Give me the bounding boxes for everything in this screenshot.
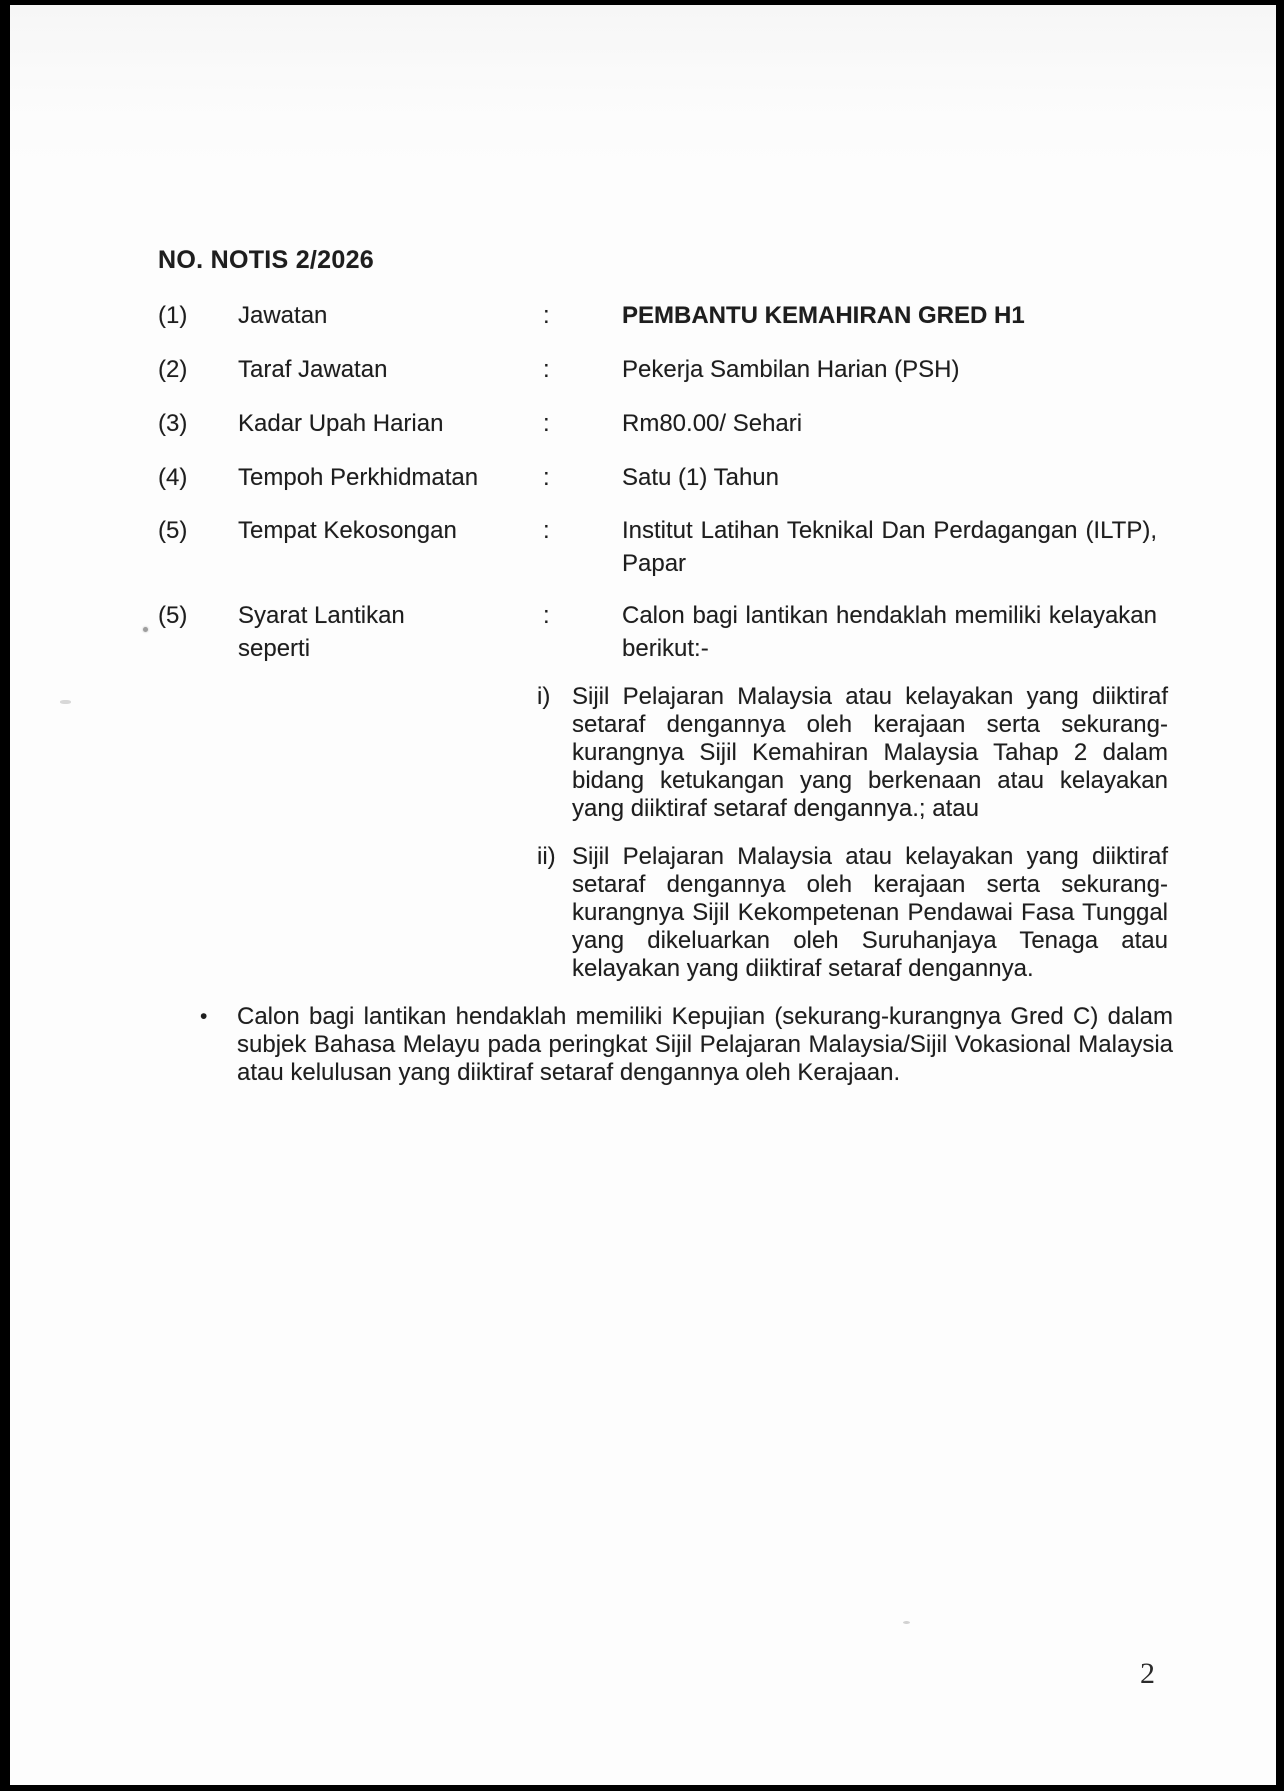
row-value: Calon bagi lantikan hendaklah memiliki kelayakan berikut:-: [622, 602, 1157, 662]
notice-number: NO. NOTIS 2/2026: [158, 246, 374, 274]
bullet-icon: •: [200, 1005, 208, 1028]
row-number: (3): [158, 410, 188, 437]
bullet-text: Calon bagi lantikan hendaklah memiliki Kepujian (sekurang-kurangnya Gred C) dalam subjek Bahasa Melayu pada peringkat Sijil Pelajaran Malaysia/Sijil Vokasional Malaysia atau kelulusan yang diiktiraf setaraf dengannya oleh Kerajaan.: [237, 1003, 1173, 1086]
row-value: Institut Latihan Teknikal Dan Perdagangan (ILTP), Papar: [622, 517, 1157, 577]
row-colon: :: [543, 302, 550, 329]
row-value: Satu (1) Tahun: [622, 464, 779, 491]
row-label: Jawatan: [238, 302, 328, 329]
row-number: (5): [158, 517, 188, 544]
row-value: Pekerja Sambilan Harian (PSH): [622, 356, 960, 383]
row-number: (2): [158, 356, 188, 383]
row-number: (4): [158, 464, 188, 491]
item-text: Sijil Pelajaran Malaysia atau kelayakan yang diiktiraf setaraf dengannya oleh kerajaan serta sekurang-kurangnya Sijil Kemahiran Malaysia Tahap 2 dalam bidang ketukangan yang berkenaan atau kelayakan yang diiktiraf setaraf dengannya.; atau: [572, 683, 1168, 822]
detail-row-tempat-kekosongan: [158, 514, 1157, 580]
requirement-item-i: [537, 683, 1168, 823]
detail-row-jawatan: [158, 299, 1157, 332]
item-text: Sijil Pelajaran Malaysia atau kelayakan yang diiktiraf setaraf dengannya oleh kerajaan serta sekurang-kurangnya Sijil Kekompetenan Pendawai Fasa Tunggal yang dikeluarkan oleh Suruhanjaya Tenaga atau kelayakan yang diiktiraf setaraf dengannya.: [572, 843, 1168, 982]
scan-artifact-smudge: [60, 700, 71, 704]
document-page: [10, 5, 1276, 1785]
detail-row-tempoh: [158, 461, 1157, 494]
row-label: Syarat Lantikan seperti: [238, 602, 405, 662]
note-bullet-item: [200, 1003, 1173, 1087]
detail-row-taraf-jawatan: [158, 353, 1157, 386]
page-number: 2: [1140, 1657, 1155, 1690]
row-label: Kadar Upah Harian: [238, 410, 444, 437]
row-colon: :: [543, 517, 550, 544]
row-colon: :: [543, 602, 550, 629]
row-label: Tempoh Perkhidmatan: [238, 464, 479, 491]
scan-artifact-mark: [903, 1621, 910, 1624]
row-value: PEMBANTU KEMAHIRAN GRED H1: [622, 302, 1025, 329]
row-label: Tempat Kekosongan: [238, 517, 457, 544]
row-colon: :: [543, 464, 550, 491]
item-marker: ii): [537, 843, 556, 870]
row-colon: :: [543, 356, 550, 383]
row-number: (1): [158, 302, 188, 329]
detail-row-kadar-upah: [158, 407, 1157, 440]
row-number: (5): [158, 602, 188, 629]
row-colon: :: [543, 410, 550, 437]
detail-row-syarat-lantikan: [158, 599, 1157, 665]
item-marker: i): [537, 683, 551, 710]
requirement-item-ii: [537, 843, 1168, 983]
scan-artifact-dot: [143, 627, 148, 632]
row-label: Taraf Jawatan: [238, 356, 388, 383]
row-value: Rm80.00/ Sehari: [622, 410, 803, 437]
